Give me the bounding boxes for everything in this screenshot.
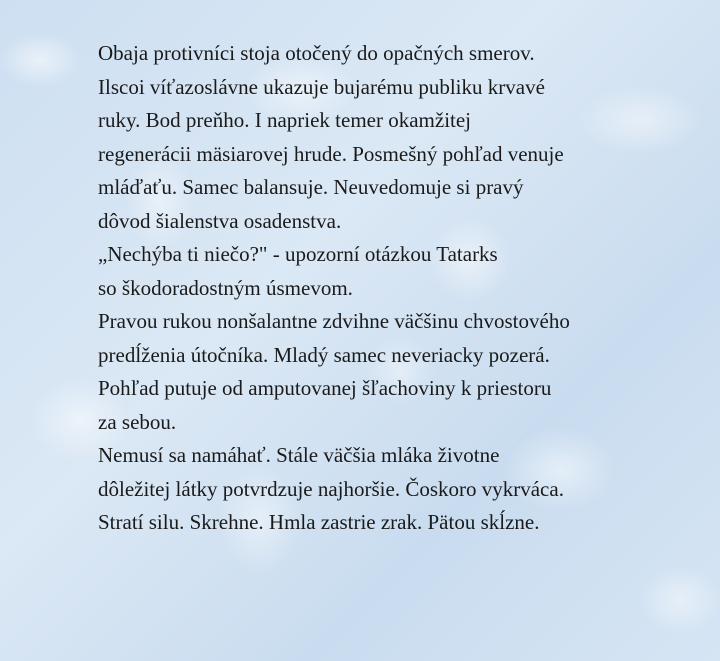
- text-line: „Nechýba ti niečo?" - upozorní otázkou Tatarks: [98, 242, 498, 266]
- text-line: Nemusí sa namáhať. Stále väčšia mláka životne: [98, 443, 500, 467]
- text-line: Ilscoi víťazoslávne ukazuje bujarému publiku krvavé: [98, 74, 545, 99]
- story-text: [98, 37, 698, 540]
- text-line: ruky. Bod preňho. I napriek temer okamžitej: [98, 108, 472, 132]
- text-line: dôležitej látky potvrdzuje najhoršie. Čoskoro vykrváca.: [98, 476, 564, 501]
- text-line: so škodoradostným úsmevom.: [98, 275, 353, 300]
- text-line: Obaja protivníci stoja otočený do opačných smerov.: [98, 41, 535, 65]
- text-line: za sebou.: [98, 409, 177, 434]
- text-line: Stratí silu. Skrehne. Hmla zastrie zrak. Pätou skĺzne.: [98, 510, 540, 534]
- text-line: dôvod šialenstva osadenstva.: [98, 208, 342, 233]
- text-line: Pravou rukou nonšalantne zdvihne väčšinu chvostového: [98, 309, 570, 333]
- text-line: regenerácii mäsiarovej hrude. Posmešný pohľad venuje: [98, 141, 564, 166]
- text-line: mláďaťu. Samec balansuje. Neuvedomuje si pravý: [98, 175, 524, 199]
- text-line: predĺženia útočníka. Mladý samec neveriacky pozerá.: [98, 342, 550, 367]
- text-line: Pohľad putuje od amputovanej šľachoviny k priestoru: [98, 376, 552, 400]
